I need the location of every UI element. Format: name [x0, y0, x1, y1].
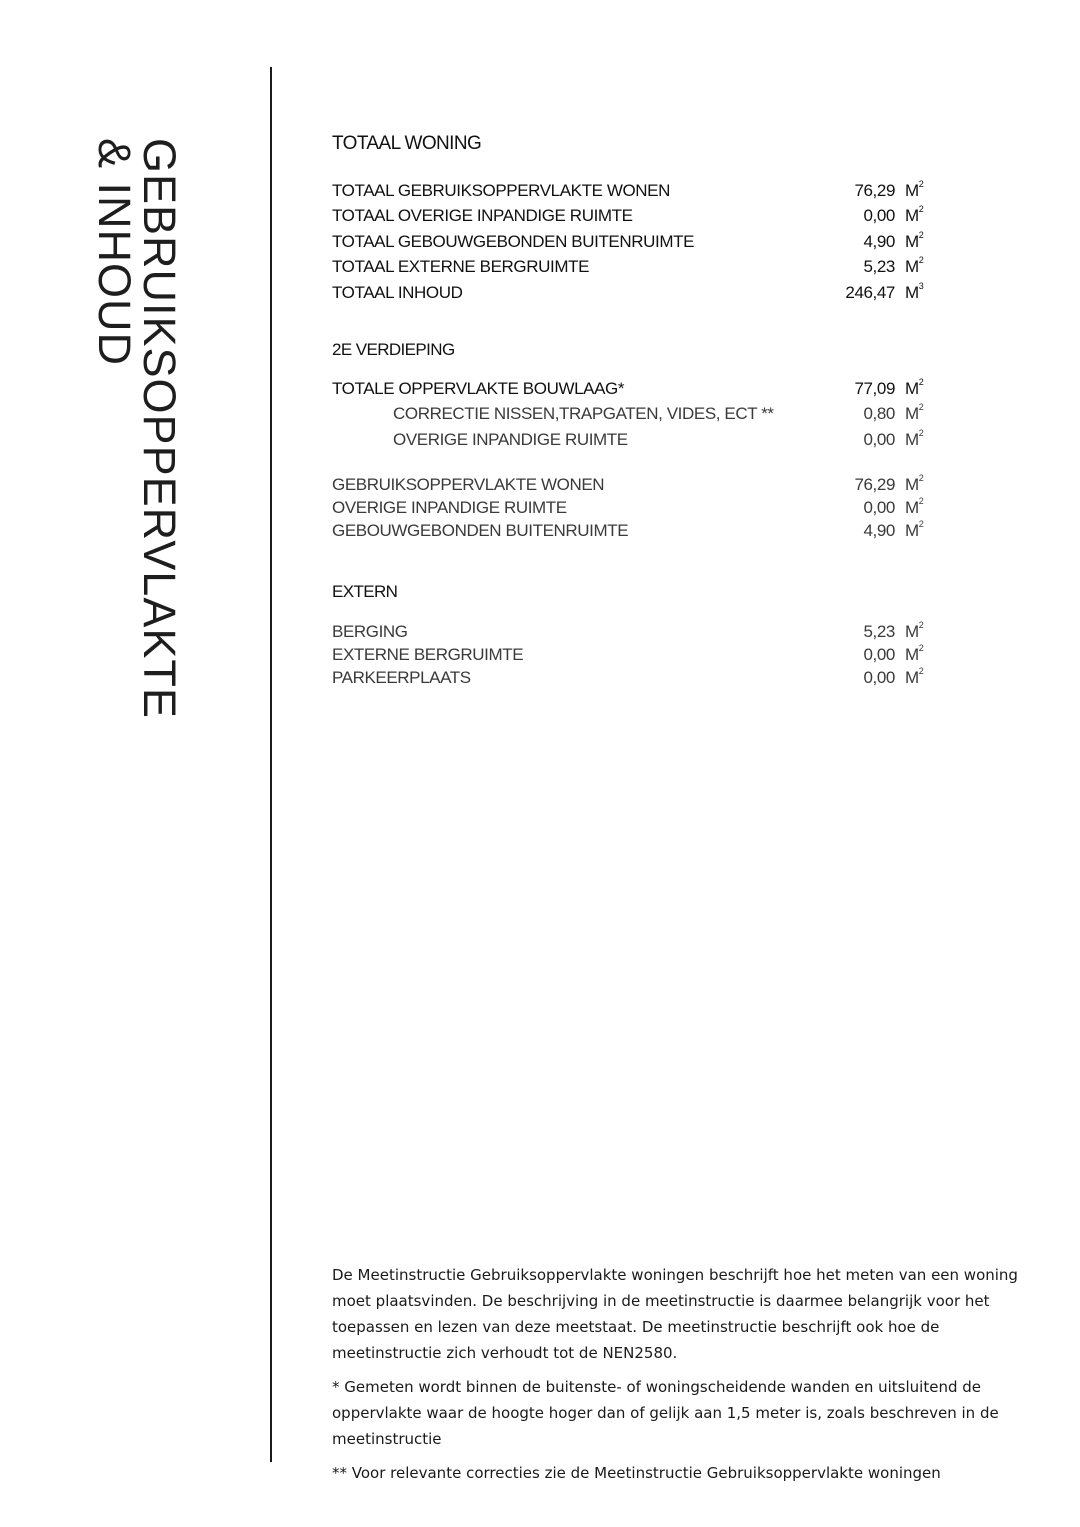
row-value: 246,47: [845, 283, 895, 302]
row-label: TOTAAL INHOUD: [332, 283, 463, 302]
row-unit: $M^3$: [905, 281, 924, 302]
table-row: [332, 622, 932, 646]
section-heading-extern: EXTERN: [332, 582, 398, 601]
section-heading-verdieping: 2E VERDIEPING: [332, 340, 455, 359]
row-unit: $M^2$: [905, 620, 924, 641]
footnote-single-asterisk: * Gemeten wordt binnen de buitenste- of woningscheidende wanden en uitsluitend de oppervlakte waar de hoogte hoger dan of gelijk aan 1,5 meter is, zoals beschreven in de meetinstructie: [332, 1378, 999, 1448]
row-label: TOTAAL EXTERNE BERGRUIMTE: [332, 257, 590, 276]
side-title-line-1: GEBRUIKSOPPERVLAKTE: [134, 138, 185, 719]
row-unit: $M^2$: [905, 179, 924, 200]
table-row: [332, 521, 932, 545]
table-row: [332, 645, 932, 669]
row-label: PARKEERPLAATS: [332, 668, 471, 687]
intro-note: De Meetinstructie Gebruiksoppervlakte woningen beschrijft hoe het meten van een woning moet plaatsvinden. De beschrijving in de meetinstructie is daarmee belangrijk voor het toepassen en lezen van deze meetstaat. De meetinstructie beschrijft ook hoe de meetinstructie zich verhoudt tot de NEN2580.: [332, 1266, 1018, 1362]
table-row: [332, 430, 932, 454]
row-value: 4,90: [863, 232, 895, 251]
row-value: 0,00: [863, 430, 895, 449]
row-unit: $M^2$: [905, 473, 924, 494]
row-label: GEBOUWGEBONDEN BUITENRUIMTE: [332, 521, 629, 540]
table-row: [332, 498, 932, 522]
row-label: TOTAAL GEBOUWGEBONDEN BUITENRUIMTE: [332, 232, 695, 251]
side-title: [89, 138, 185, 719]
footnotes: [332, 1262, 1052, 1494]
row-value: 0,00: [863, 206, 895, 225]
side-title-line-2: & INHOUD: [89, 138, 140, 367]
row-label: GEBRUIKSOPPERVLAKTE WONEN: [332, 475, 605, 494]
row-unit: $M^2$: [905, 519, 924, 540]
row-value: 0,00: [863, 498, 895, 517]
footnote-double-asterisk: ** Voor relevante correcties zie de Meetinstructie Gebruiksoppervlakte woningen: [332, 1464, 941, 1482]
row-value: 0,80: [863, 404, 895, 423]
table-row: [332, 232, 932, 256]
vertical-divider: [270, 67, 272, 1462]
table-row: [332, 283, 932, 307]
table-row: [332, 475, 932, 499]
row-unit: $M^2$: [905, 666, 924, 687]
table-row: [332, 206, 932, 230]
row-unit: $M^2$: [905, 204, 924, 225]
row-value: 5,23: [863, 257, 895, 276]
row-value: 76,29: [854, 181, 895, 200]
row-unit: $M^2$: [905, 255, 924, 276]
row-unit: $M^2$: [905, 402, 924, 423]
row-value: 5,23: [863, 622, 895, 641]
row-label: BERGING: [332, 622, 408, 641]
row-label: OVERIGE INPANDIGE RUIMTE: [393, 430, 628, 449]
row-label: EXTERNE BERGRUIMTE: [332, 645, 524, 664]
row-label: TOTAAL OVERIGE INPANDIGE RUIMTE: [332, 206, 633, 225]
row-label: TOTALE OPPERVLAKTE BOUWLAAG*: [332, 379, 625, 398]
row-unit: $M^2$: [905, 643, 924, 664]
table-row: [332, 379, 932, 403]
table-row: [332, 404, 932, 428]
row-value: 77,09: [854, 379, 895, 398]
row-label: CORRECTIE NISSEN,TRAPGATEN, VIDES, ECT **: [393, 404, 774, 423]
row-value: 4,90: [863, 521, 895, 540]
row-unit: $M^2$: [905, 377, 924, 398]
section-heading-totaal-woning: TOTAAL WONING: [332, 133, 482, 154]
row-label: TOTAAL GEBRUIKSOPPERVLAKTE WONEN: [332, 181, 670, 200]
row-value: 0,00: [863, 668, 895, 687]
row-value: 0,00: [863, 645, 895, 664]
row-label: OVERIGE INPANDIGE RUIMTE: [332, 498, 567, 517]
row-value: 76,29: [854, 475, 895, 494]
table-row: [332, 257, 932, 281]
row-unit: $M^2$: [905, 496, 924, 517]
table-row: [332, 181, 932, 205]
table-row: [332, 668, 932, 692]
row-unit: $M^2$: [905, 428, 924, 449]
row-unit: $M^2$: [905, 230, 924, 251]
